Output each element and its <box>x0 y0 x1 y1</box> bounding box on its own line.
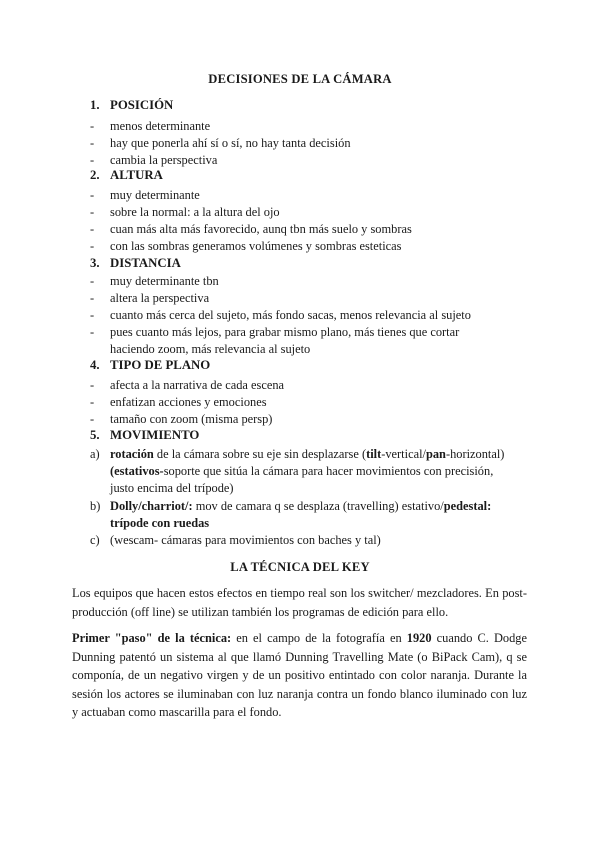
section-number: 1. <box>90 98 100 112</box>
dash-marker: - <box>90 412 95 426</box>
list-item-continuation: justo encima del trípode) <box>110 481 234 495</box>
letter-marker: c) <box>90 533 100 547</box>
section-title: POSICIÓN <box>110 98 174 112</box>
page-title: DECISIONES DE LA CÁMARA <box>208 72 392 86</box>
list-item <box>90 412 273 427</box>
list-item-text: muy determinante <box>110 188 200 202</box>
section-number: 4. <box>90 358 100 372</box>
section-title-key: LA TÉCNICA DEL KEY <box>230 560 370 574</box>
dash-marker: - <box>90 205 95 219</box>
list-item-text: pues cuanto más lejos, para grabar mismo plano, más tienes que cortar <box>110 325 460 339</box>
list-item <box>90 188 200 203</box>
dash-marker: - <box>90 188 95 202</box>
list-item <box>90 378 285 393</box>
list-item <box>90 222 412 237</box>
section-title: DISTANCIA <box>110 256 181 270</box>
section-number: 5. <box>90 428 100 442</box>
list-item-text: muy determinante tbn <box>110 274 219 288</box>
section-heading-posicion <box>90 98 173 113</box>
bold-term: pedestal: <box>443 499 492 513</box>
list-item-text: con las sombras generamos volúmenes y sombras esteticas <box>110 239 402 253</box>
letter-marker: b) <box>90 499 101 513</box>
list-item <box>90 239 402 254</box>
list-item <box>90 291 210 306</box>
dash-marker: - <box>90 274 95 288</box>
section-heading-tipo-de-plano <box>90 358 210 373</box>
list-item-text: enfatizan acciones y emociones <box>110 395 267 409</box>
list-item-text: altera la perspectiva <box>110 291 210 305</box>
text-run: -horizontal) <box>445 447 505 461</box>
bold-lead: Primer "paso" de la técnica: <box>72 631 232 645</box>
section-heading-distancia <box>90 256 181 271</box>
section-heading-altura <box>90 168 163 183</box>
list-item <box>90 205 280 220</box>
bold-term: trípode con ruedas <box>110 516 210 530</box>
list-item <box>90 325 460 340</box>
bold-term: pan <box>425 447 446 461</box>
list-item-text: cuan más alta más favorecido, aunq tbn más suelo y sombras <box>110 222 412 236</box>
list-item-continuation <box>110 464 493 479</box>
list-item-text: cambia la perspectiva <box>110 153 218 167</box>
text-run: mov de camara q se desplaza (travelling) estativo/ <box>192 499 444 513</box>
section-title: ALTURA <box>110 168 163 182</box>
list-item-text: tamaño con zoom (misma persp) <box>110 412 273 426</box>
section-number: 3. <box>90 256 100 270</box>
dash-marker: - <box>90 119 95 133</box>
section-title: MOVIMIENTO <box>110 428 200 442</box>
section-title: TIPO DE PLANO <box>110 358 211 372</box>
bold-year: 1920 <box>406 631 432 645</box>
text-run: en el campo de la fotografía en <box>231 631 407 645</box>
list-item-continuation <box>110 516 209 531</box>
list-item-text <box>110 447 504 462</box>
bold-term: (estativos- <box>110 464 164 478</box>
section-number: 2. <box>90 168 100 182</box>
list-item-text: hay que ponerla ahí sí o sí, no hay tanta decisión <box>110 136 351 150</box>
text-run: cuando C. Dodge Dunning patentó un sistema al que llamó Dunning Travelling Mate (o BiPack Cam), q se componía, de un negativo virgen y de un positivo entintado con color naranja. Durante la sesión los actores se iluminaban con luz naranja contra un fondo blanco iluminado con luz y actuaban como mascarilla para el fondo. <box>72 631 527 719</box>
list-item <box>90 395 267 410</box>
list-item <box>90 136 351 151</box>
list-item-text: (wescam- cámaras para movimientos con baches y tal) <box>110 533 381 547</box>
list-item <box>90 274 219 289</box>
dash-marker: - <box>90 325 95 339</box>
dash-marker: - <box>90 239 95 253</box>
dash-marker: - <box>90 136 95 150</box>
section-heading-movimiento <box>90 428 199 443</box>
dash-marker: - <box>90 222 95 236</box>
text-run: -vertical/ <box>381 447 426 461</box>
dash-marker: - <box>90 153 95 167</box>
text-run: de la cámara sobre su eje sin desplazarse ( <box>153 447 367 461</box>
bold-term: Dolly/charriot/: <box>110 499 193 513</box>
paragraph: Los equipos que hacen estos efectos en tiempo real son los switcher/ mezcladores. En post-producción (off line) se utilizan también los programas de edición para ello. <box>72 586 527 619</box>
list-item-b <box>90 499 492 514</box>
letter-marker: a) <box>90 447 100 461</box>
list-item-text: menos determinante <box>110 119 211 133</box>
list-item <box>90 119 211 134</box>
list-item-text <box>110 499 491 514</box>
dash-marker: - <box>90 378 95 392</box>
bold-term: rotación <box>110 447 154 461</box>
list-item-continuation: haciendo zoom, más relevancia al sujeto <box>110 342 311 356</box>
paragraph <box>72 629 527 722</box>
list-item-text: afecta a la narrativa de cada escena <box>110 378 285 392</box>
dash-marker: - <box>90 308 95 322</box>
text-run: soporte que sitúa la cámara para hacer movimientos con precisión, <box>163 464 494 478</box>
list-item-text: sobre la normal: a la altura del ojo <box>110 205 280 219</box>
dash-marker: - <box>90 291 95 305</box>
bold-term: tilt <box>366 447 382 461</box>
list-item <box>90 308 471 323</box>
list-item <box>90 153 218 168</box>
dash-marker: - <box>90 395 95 409</box>
list-item-a <box>90 447 505 462</box>
list-item-c <box>90 533 381 548</box>
list-item-text: cuanto más cerca del sujeto, más fondo sacas, menos relevancia al sujeto <box>110 308 471 322</box>
